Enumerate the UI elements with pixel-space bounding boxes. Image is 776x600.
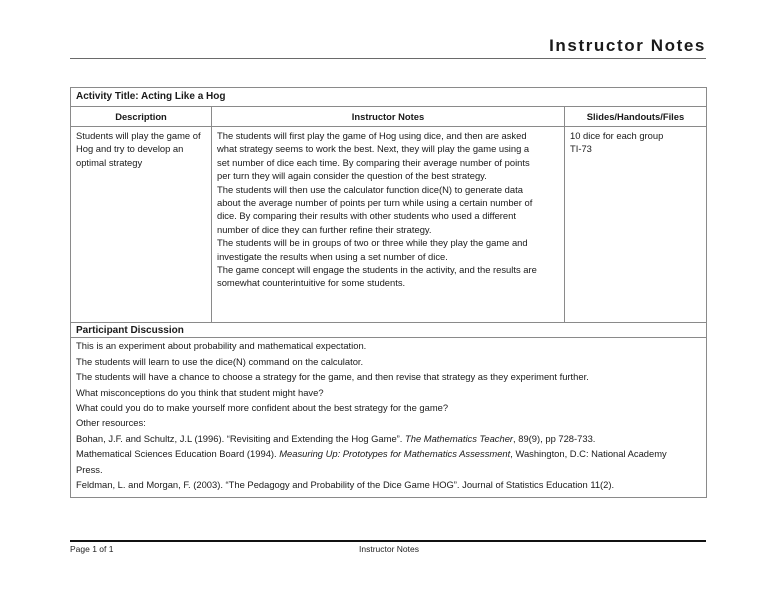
notes-line: per turn they will again consider the question of the best strategy. (217, 170, 487, 182)
footer-page-number: Page 1 of 1 (70, 544, 114, 554)
reference-item (76, 462, 701, 477)
page-header-title: Instructor Notes (549, 36, 706, 55)
files-cell (565, 127, 707, 323)
discussion-line: What could you do to make yourself more confident about the best strategy for the game? (76, 402, 449, 414)
participant-discussion-body (71, 338, 707, 498)
reference-text: Feldman, L. and Morgan, F. (2003). “The Pedagogy and Probability of the Dice Game HOG”. Journal of Statistics Education 11(2). (76, 479, 615, 491)
column-header-row (71, 107, 707, 127)
notes-line: dice. By comparing their results with other students who used a different (217, 210, 516, 222)
notes-line: The students will be in groups of two or three while they play the game and (217, 237, 528, 249)
reference-journal: The Mathematics Teacher (405, 432, 514, 444)
reference-text: Mathematical Sciences Education Board (1994). (76, 448, 280, 460)
description-line: Students will play the game of (76, 130, 201, 141)
notes-line: about the average number of points per turn while using a certain number of (217, 197, 533, 209)
discussion-line: The students will have a chance to choose a strategy for the game, and then revise that strategy as they experiment further. (76, 371, 589, 383)
activity-title: Activity Title: Acting Like a Hog (71, 88, 707, 107)
reference-text: , 89(9), pp 728-733. (513, 432, 596, 444)
discussion-heading-row (71, 323, 707, 338)
instructor-notes-table (70, 87, 707, 498)
reference-text: Bohan, J.F. and Schultz, J.L (1996). “Revisiting and Extending the Hog Game”. (76, 432, 405, 444)
discussion-line: What misconceptions do you think that student might have? (76, 386, 324, 398)
discussion-line: Other resources: (76, 417, 146, 429)
table-row (71, 127, 707, 323)
description-line: Hog and try to develop an (76, 143, 184, 155)
column-header-files: Slides/Handouts/Files (565, 107, 707, 127)
description-cell (71, 127, 212, 323)
column-header-instructor-notes: Instructor Notes (212, 107, 565, 127)
notes-line: number of dice they can further refine their strategy. (217, 223, 432, 235)
footer-divider (70, 540, 706, 542)
notes-line: what strategy seems to work the best. Next, they will play the game using a (217, 143, 530, 155)
description-line: optimal strategy (76, 156, 143, 168)
discussion-line: The students will learn to use the dice(N) command on the calculator. (76, 355, 364, 367)
notes-line: The game concept will engage the students in the activity, and the results are (217, 264, 537, 276)
discussion-body-row (71, 338, 707, 498)
notes-line: somewhat counterintuitive for some students. (217, 277, 406, 289)
column-header-description: Description (71, 107, 212, 127)
notes-line: set number of dice each time. By comparing their average number of points (217, 156, 530, 168)
participant-discussion-heading: Participant Discussion (71, 323, 707, 338)
discussion-line: This is an experiment about probability and mathematical expectation. (76, 340, 367, 352)
reference-text: Press. (76, 463, 103, 475)
reference-item (76, 477, 701, 492)
activity-title-row (71, 88, 707, 107)
header-divider (70, 58, 706, 59)
notes-line: The students will first play the game of Hog using dice, and then are asked (217, 130, 527, 141)
reference-item (76, 446, 701, 461)
reference-book-title: Measuring Up: Prototypes for Mathematics Assessment (279, 448, 511, 460)
notes-line: investigate the results when using a set number of dice. (217, 250, 448, 262)
notes-line: The students will then use the calculator function dice(N) to generate data (217, 183, 523, 195)
footer-title: Instructor Notes (359, 544, 419, 554)
reference-text: , Washington, D.C: National Academy (510, 448, 667, 460)
reference-item (76, 431, 701, 446)
files-line: 10 dice for each group (570, 130, 664, 141)
instructor-notes-cell (212, 127, 565, 323)
files-line: TI-73 (570, 143, 592, 155)
